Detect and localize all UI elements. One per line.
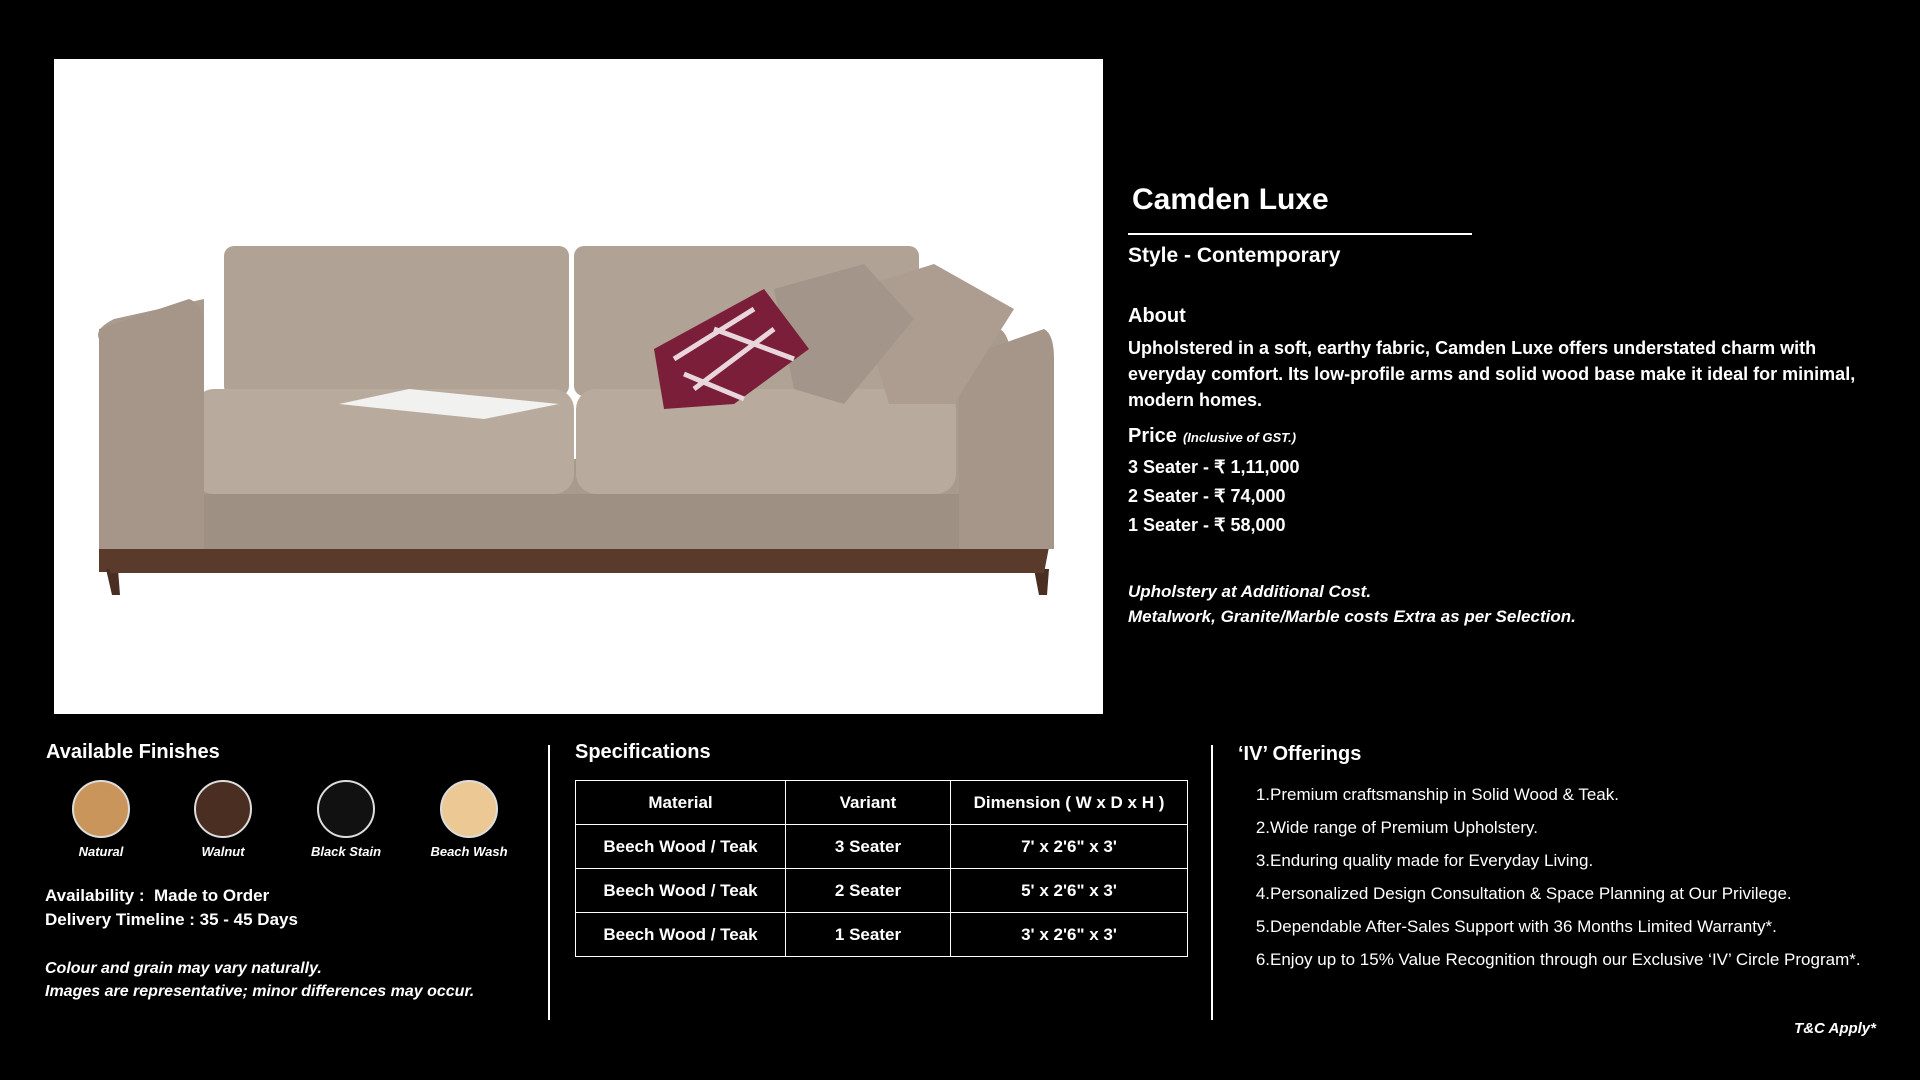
availability-block <box>45 884 298 932</box>
availability-text: Availability : Made to Order <box>45 886 270 905</box>
list-item <box>1238 910 1878 943</box>
item-number: 6. <box>1255 950 1270 969</box>
delivery-timeline: Delivery Timeline : 35 - 45 Days <box>45 910 298 929</box>
item-text: Enjoy up to 15% Value Recognition through our Exclusive ‘IV’ Circle Program*. <box>1270 950 1861 969</box>
finish-natural[interactable] <box>41 780 161 859</box>
disclaimer-colour: Colour and grain may vary naturally. <box>45 960 322 977</box>
column-header: Dimension ( W x D x H ) <box>951 781 1188 825</box>
list-item <box>1238 943 1878 976</box>
specifications-table <box>575 780 1188 957</box>
finish-beach-wash[interactable] <box>409 780 529 859</box>
column-header: Variant <box>786 781 951 825</box>
item-number: 5. <box>1255 917 1270 936</box>
section-divider <box>1211 745 1213 1020</box>
table-cell: 3 Seater <box>786 825 951 869</box>
terms-note: T&C Apply* <box>1794 1020 1876 1037</box>
table-header-row <box>576 781 1188 825</box>
price-1-seater: 1 Seater - ₹ 58,000 <box>1128 515 1286 535</box>
price-note: (Inclusive of GST.) <box>1182 430 1297 445</box>
product-image <box>54 59 1103 714</box>
price-heading-label: Price <box>1128 425 1177 447</box>
note-upholstery: Upholstery at Additional Cost. <box>1128 582 1372 601</box>
table-row <box>576 825 1188 869</box>
about-heading: About <box>1128 305 1186 327</box>
item-text: Personalized Design Consultation & Space Planning at Our Privilege. <box>1270 884 1792 903</box>
table-cell: 3' x 2'6" x 3' <box>951 913 1188 957</box>
product-style: Style - Contemporary <box>1128 244 1341 267</box>
table-row <box>576 913 1188 957</box>
finishes-heading: Available Finishes <box>46 741 220 763</box>
note-metalwork: Metalwork, Granite/Marble costs Extra as per Selection. <box>1128 607 1576 626</box>
item-number: 2. <box>1255 818 1270 837</box>
finish-black-stain[interactable] <box>286 780 406 859</box>
table-cell: Beech Wood / Teak <box>576 825 786 869</box>
swatch-beach-wash <box>440 780 498 838</box>
section-divider <box>548 745 550 1020</box>
swatch-black-stain <box>317 780 375 838</box>
disclaimer <box>45 957 474 1003</box>
specifications-heading: Specifications <box>575 741 711 763</box>
finish-label: Natural <box>78 844 124 859</box>
item-text: Premium craftsmanship in Solid Wood & Teak. <box>1270 785 1619 804</box>
product-title: Camden Luxe <box>1132 183 1329 216</box>
finish-label: Beach Wash <box>430 844 508 859</box>
extra-cost-notes <box>1128 579 1576 629</box>
price-heading <box>1128 425 1296 448</box>
table-row <box>576 869 1188 913</box>
list-item <box>1238 778 1878 811</box>
table-cell: 7' x 2'6" x 3' <box>951 825 1188 869</box>
table-cell: 1 Seater <box>786 913 951 957</box>
offerings-heading: ‘IV’ Offerings <box>1238 743 1362 765</box>
item-number: 1. <box>1255 785 1270 804</box>
swatch-walnut <box>194 780 252 838</box>
sofa-illustration <box>54 59 1103 714</box>
table-cell: 5' x 2'6" x 3' <box>951 869 1188 913</box>
item-text: Enduring quality made for Everyday Living. <box>1270 851 1594 870</box>
column-header: Material <box>576 781 786 825</box>
table-cell: Beech Wood / Teak <box>576 869 786 913</box>
list-item <box>1238 844 1878 877</box>
finish-label: Black Stain <box>310 844 382 859</box>
swatch-natural <box>72 780 130 838</box>
item-text: Dependable After-Sales Support with 36 Months Limited Warranty*. <box>1270 917 1777 936</box>
title-underline <box>1128 233 1472 235</box>
item-number: 4. <box>1255 884 1270 903</box>
price-3-seater: 3 Seater - ₹ 1,11,000 <box>1128 457 1300 477</box>
about-text: Upholstered in a soft, earthy fabric, Camden Luxe offers understated charm with everyday comfort. Its low-profile arms and solid wood base make it ideal for minimal, modern homes. <box>1128 338 1856 410</box>
finish-label: Walnut <box>201 844 245 859</box>
disclaimer-images: Images are representative; minor differences may occur. <box>45 983 475 1000</box>
table-cell: Beech Wood / Teak <box>576 913 786 957</box>
item-number: 3. <box>1255 851 1270 870</box>
table-cell: 2 Seater <box>786 869 951 913</box>
list-item <box>1238 811 1878 844</box>
offerings-list <box>1238 778 1878 976</box>
list-item <box>1238 877 1878 910</box>
price-2-seater: 2 Seater - ₹ 74,000 <box>1128 486 1286 506</box>
item-text: Wide range of Premium Upholstery. <box>1270 818 1539 837</box>
finish-walnut[interactable] <box>163 780 283 859</box>
